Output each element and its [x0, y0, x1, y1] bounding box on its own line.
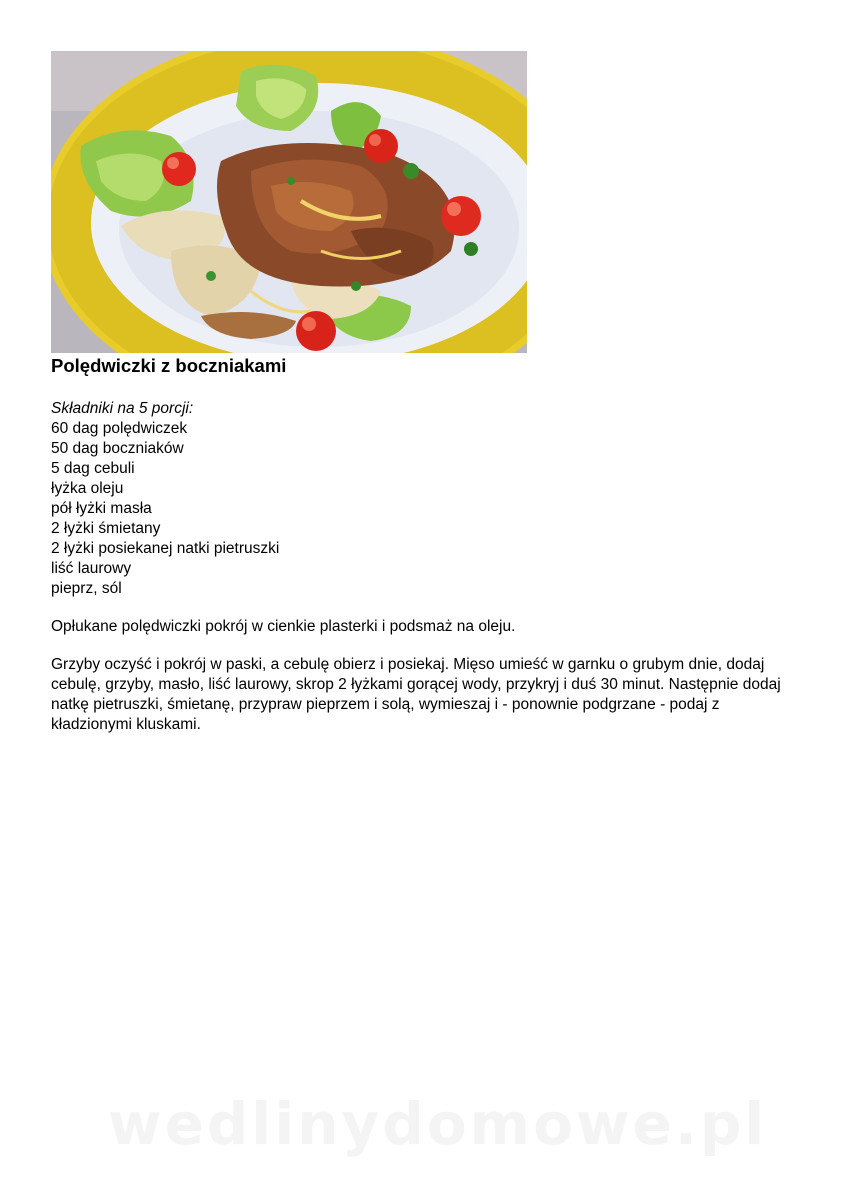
- ingredient-item: 2 łyżki śmietany: [51, 520, 161, 537]
- ingredient-item: łyżka oleju: [51, 480, 124, 497]
- ingredients-label: Składniki na 5 porcji:: [51, 400, 194, 417]
- ingredient-item: 2 łyżki posiekanej natki pietruszki: [51, 540, 280, 557]
- ingredient-item: 50 dag boczniaków: [51, 440, 184, 457]
- ingredient-item: 5 dag cebuli: [51, 460, 135, 477]
- ingredient-item: pieprz, sól: [51, 580, 122, 597]
- instruction-paragraph-2: Grzyby oczyść i pokrój w paski, a cebulę obierz i posiekaj. Mięso umieść w garnku o grubym dnie, dodaj cebulę, grzyby, masło, liść laurowy, skrop 2 łyżkami gorącej wody, przykryj i duś 30 minut. Następnie dodaj natkę pietruszki, śmietanę, przypraw pieprzem i solą, wymieszaj i - ponownie podgrzane - podaj z kładzionymi kluskami.: [51, 656, 781, 733]
- instruction-paragraph-1: Opłukane polędwiczki pokrój w cienkie plasterki i podsmaż na oleju.: [51, 618, 516, 635]
- ingredients-section: [51, 399, 279, 599]
- ingredient-item: pół łyżki masła: [51, 500, 152, 517]
- site-watermark: wedlinydomowe.pl: [108, 1090, 768, 1158]
- dish-photo: [51, 51, 527, 353]
- ingredient-item: liść laurowy: [51, 560, 132, 577]
- recipe-title: Polędwiczki z boczniakami: [51, 355, 287, 376]
- ingredient-item: 60 dag polędwiczek: [51, 420, 188, 437]
- ingredients-list: [51, 419, 279, 599]
